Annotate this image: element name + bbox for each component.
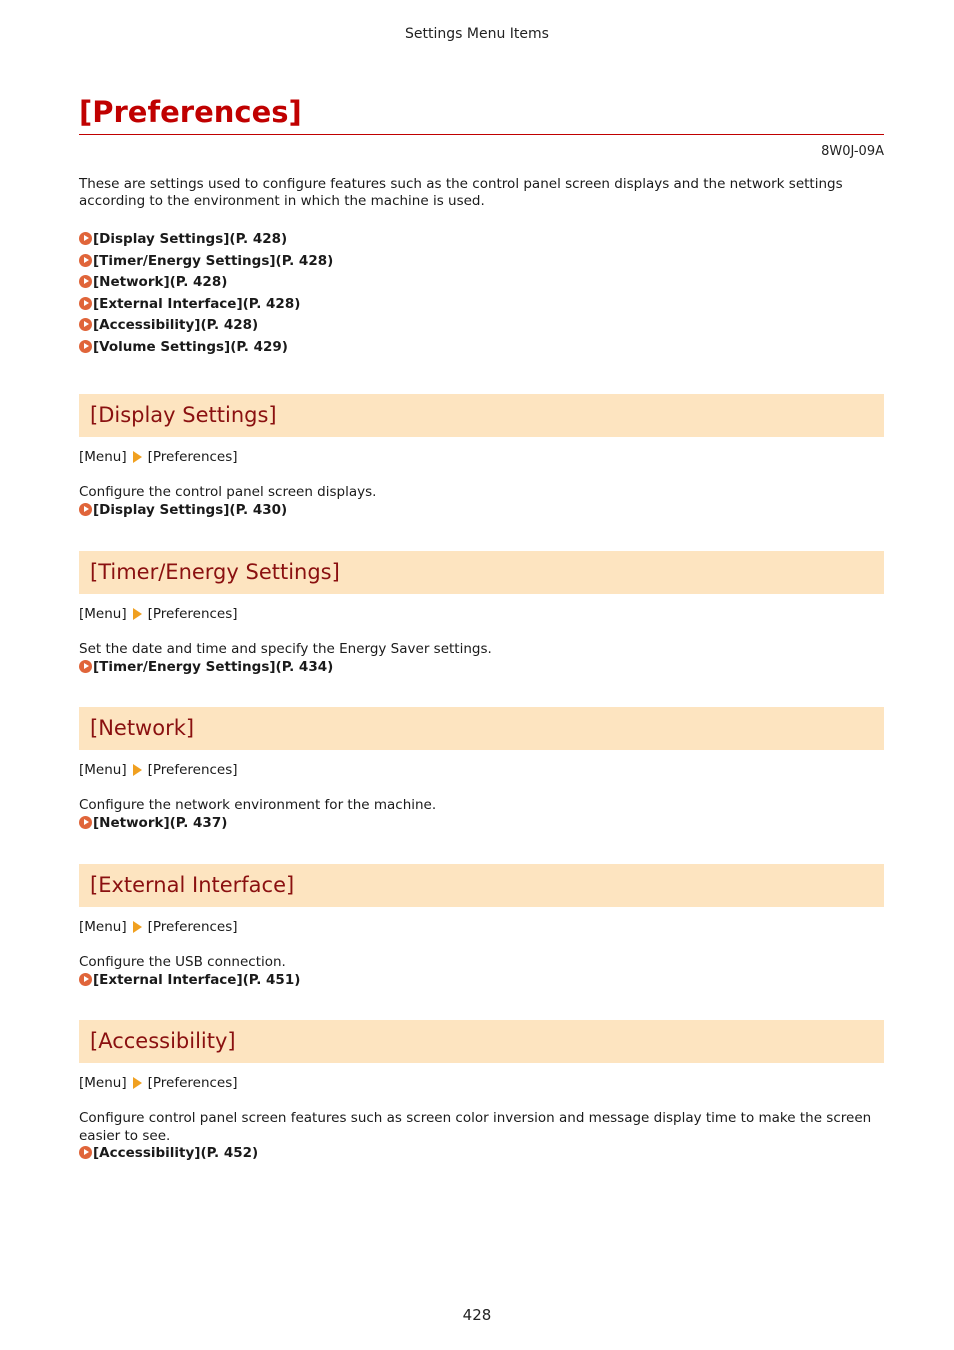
page-number: 428 <box>462 1306 492 1324</box>
toc-link-accessibility[interactable] <box>79 315 884 337</box>
menu-path <box>79 1075 884 1092</box>
section-link-label: [Timer/Energy Settings](P. 434) <box>93 658 334 675</box>
path-arrow-icon <box>133 921 142 933</box>
link-arrow-icon <box>79 816 92 829</box>
section-description: Configure control panel screen features such as screen color inversion and message display time to make the screen easier to see. <box>79 1110 872 1144</box>
menu-path <box>79 449 884 466</box>
section-heading: [Network] <box>79 707 884 750</box>
menu-path <box>79 919 884 936</box>
menu-path-to: [Preferences] <box>147 919 238 935</box>
toc-link-label: [Display Settings](P. 428) <box>93 231 288 247</box>
section-link-label: [Accessibility](P. 452) <box>93 1145 259 1161</box>
link-arrow-icon <box>79 973 92 986</box>
link-arrow-icon <box>79 340 92 353</box>
toc-link-network[interactable] <box>79 272 884 294</box>
menu-path-from: [Menu] <box>79 1075 127 1091</box>
toc-link-label: [Volume Settings](P. 429) <box>93 338 288 355</box>
menu-path-to: [Preferences] <box>147 1075 238 1091</box>
section-link-external-interface[interactable] <box>79 972 884 990</box>
section-link-display-settings[interactable] <box>79 502 884 520</box>
section-timer-energy-settings <box>79 551 884 676</box>
path-arrow-icon <box>133 1077 142 1089</box>
section-external-interface <box>79 864 884 989</box>
section-description: Configure the USB connection. <box>79 954 286 970</box>
menu-path <box>79 606 884 623</box>
section-link-network[interactable] <box>79 815 884 833</box>
link-arrow-icon <box>79 1146 92 1159</box>
section-display-settings <box>79 394 884 519</box>
section-heading: [Timer/Energy Settings] <box>79 551 884 594</box>
toc-link-label: [Accessibility](P. 428) <box>93 317 259 334</box>
menu-path-from: [Menu] <box>79 919 127 935</box>
section-link-label: [External Interface](P. 451) <box>93 971 301 988</box>
intro-paragraph: These are settings used to configure features such as the control panel screen displays and the network settings according to the environment in which the machine is used. <box>79 176 843 209</box>
toc-link-external-interface[interactable] <box>79 294 884 316</box>
toc-link-label: [External Interface](P. 428) <box>93 295 301 312</box>
menu-path-from: [Menu] <box>79 449 127 465</box>
page-title: [Preferences] <box>79 92 884 135</box>
link-arrow-icon <box>79 503 92 516</box>
section-link-label: [Network](P. 437) <box>93 814 228 831</box>
menu-path <box>79 762 884 779</box>
section-accessibility <box>79 1020 884 1163</box>
link-arrow-icon <box>79 232 92 245</box>
main-content <box>79 92 884 359</box>
menu-path-to: [Preferences] <box>147 762 238 778</box>
link-arrow-icon <box>79 275 92 288</box>
toc-link-label: [Network](P. 428) <box>93 274 228 291</box>
menu-path-from: [Menu] <box>79 606 127 622</box>
menu-path-from: [Menu] <box>79 762 127 778</box>
link-arrow-icon <box>79 318 92 331</box>
menu-path-to: [Preferences] <box>147 606 238 622</box>
section-link-accessibility[interactable] <box>79 1145 884 1163</box>
section-description: Configure the network environment for the machine. <box>79 797 437 813</box>
document-code: 8W0J-09A <box>821 144 884 159</box>
section-link-label: [Display Settings](P. 430) <box>93 501 288 518</box>
section-description: Set the date and time and specify the Energy Saver settings. <box>79 641 492 657</box>
toc-link-label: [Timer/Energy Settings](P. 428) <box>93 252 334 269</box>
section-heading: [Accessibility] <box>79 1020 884 1063</box>
toc-link-display-settings[interactable] <box>79 229 884 251</box>
section-description: Configure the control panel screen displays. <box>79 484 377 500</box>
link-arrow-icon <box>79 660 92 673</box>
running-header: Settings Menu Items <box>405 26 549 42</box>
section-link-timer-energy-settings[interactable] <box>79 659 884 677</box>
path-arrow-icon <box>133 608 142 620</box>
path-arrow-icon <box>133 451 142 463</box>
link-arrow-icon <box>79 297 92 310</box>
toc-list <box>79 229 884 359</box>
toc-link-timer-energy-settings[interactable] <box>79 251 884 273</box>
path-arrow-icon <box>133 764 142 776</box>
toc-link-volume-settings[interactable] <box>79 337 884 359</box>
menu-path-to: [Preferences] <box>147 449 238 465</box>
link-arrow-icon <box>79 254 92 267</box>
section-network <box>79 707 884 832</box>
section-heading: [External Interface] <box>79 864 884 907</box>
section-heading: [Display Settings] <box>79 394 884 437</box>
